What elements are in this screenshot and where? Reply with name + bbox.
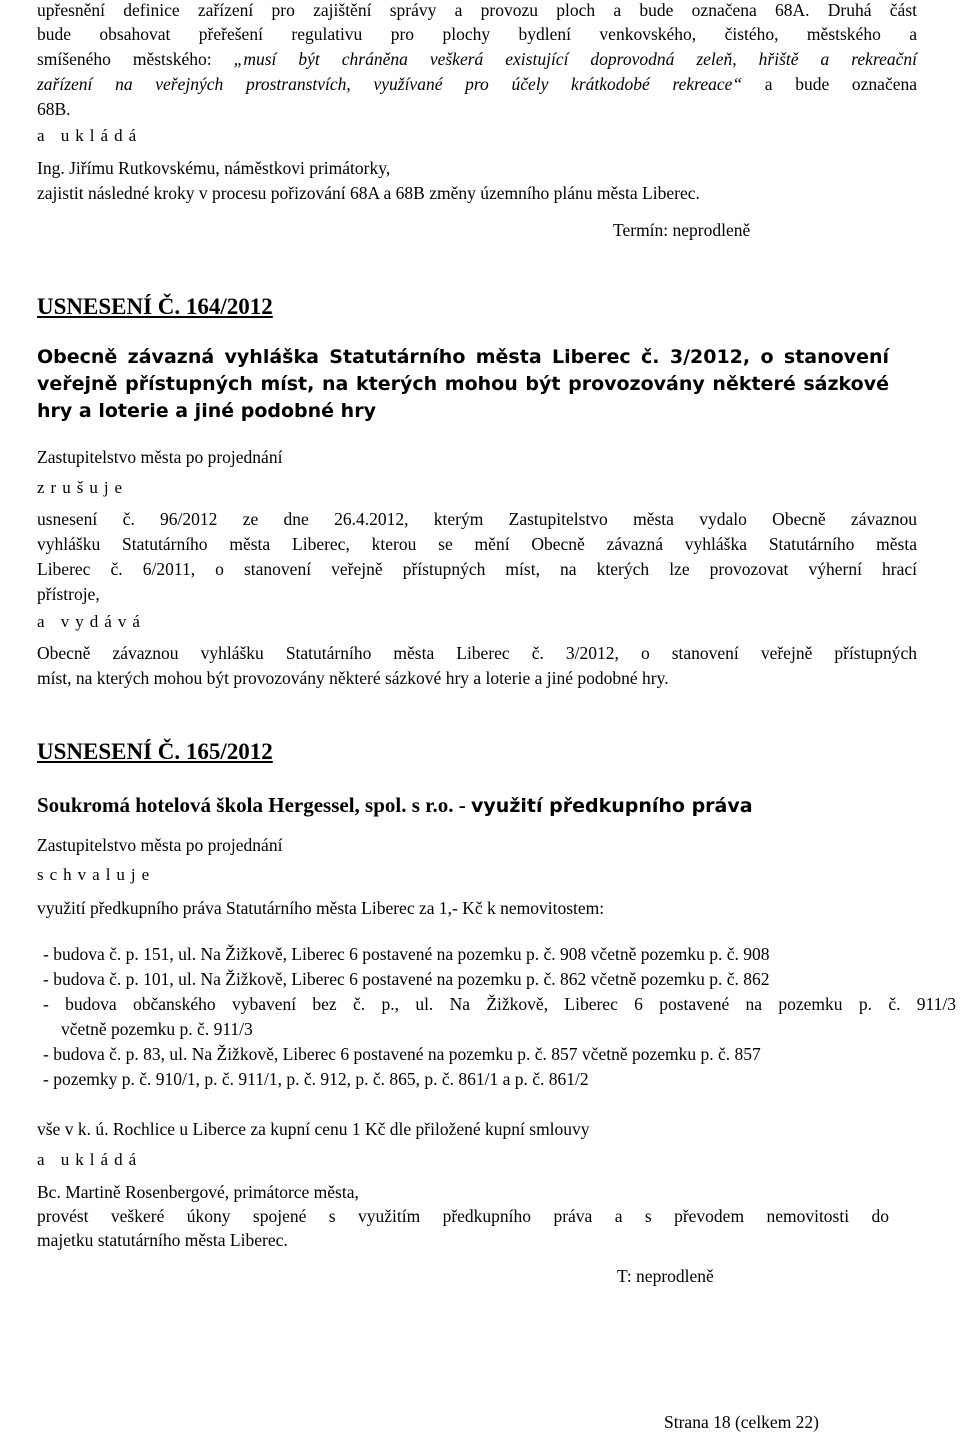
task-text: provést veškeré úkony spojené s využitím předkupního práva a s převodem nemovitosti do [37,1206,889,1226]
paragraph-line: Obecně závaznou vyhlášku Statutárního města Liberec č. 3/2012, o stanovení veřejně přístupných [37,643,917,663]
paragraph-line: míst, na kterých mohou být provozovány některé sázkové hry a loterie a jiné podobné hry. [37,668,669,688]
responsible-person: Ing. Jiřímu Rutkovskému, náměstkovi primátorky, [37,158,391,178]
title-line: Obecně závazná vyhláška Statutárního města Liberec č. 3/2012, o stanovení [37,346,889,368]
resolution-title [37,344,889,425]
title-serif-part: Soukromá hotelová škola Hergessel, spol. s r.o. - [37,793,472,817]
intro-text: Zastupitelstvo města po projednání [37,447,283,467]
paragraph-line: využití předkupního práva Statutárního města Liberec za 1,- Kč k nemovitostem: [37,898,605,918]
resolution-verb: a vydává [37,612,146,631]
task-text: majetku statutárního města Liberec. [37,1230,288,1250]
paragraph-line: upřesnění definice zařízení pro zajištění správy a provozu ploch a bude označena 68A. Druhá část [37,0,917,20]
paragraph-text: a bude označena [742,74,918,94]
paragraph-line: usnesení č. 96/2012 ze dne 26.4.2012, kterým Zastupitelstvo města vydalo Obecně závaznou [37,509,917,529]
quoted-text: „musí být chráněna veškerá existující doprovodná zeleň, hřiště a rekreační [233,49,917,69]
resolution-heading: USNESENÍ Č. 164/2012 [37,294,273,319]
resolution-verb: a ukládá [37,126,143,145]
responsible-person: Bc. Martině Rosenbergové, primátorce města, [37,1182,359,1202]
resolution-heading: USNESENÍ Č. 165/2012 [37,739,273,764]
paragraph-line: Liberec č. 6/2011, o stanovení veřejně přístupných míst, na kterých lze provozovat výherní hrací [37,559,917,579]
list-item-continuation: včetně pozemku p. č. 911/3 [61,1019,253,1039]
task-text: zajistit následné kroky v procesu pořizování 68A a 68B změny územního plánu města Liberec. [37,183,700,203]
resolution-verb: a ukládá [37,1150,143,1169]
resolution-verb: schvaluje [37,865,156,884]
paragraph-line: přístroje, [37,584,100,604]
resolution-title [37,791,753,820]
page-number: Strana 18 (celkem 22) [664,1412,820,1432]
paragraph-text: smíšeného městského: [37,49,234,69]
list-item: - budova č. p. 83, ul. Na Žižkově, Liberec 6 postavené na pozemku p. č. 857 včetně pozemku p. č. 857 [43,1044,761,1064]
list-item: - budova č. p. 101, ul. Na Žižkově, Liberec 6 postavené na pozemku p. č. 862 včetně pozemku p. č. 862 [43,969,770,989]
list-item: - budova č. p. 151, ul. Na Žižkově, Liberec 6 postavené na pozemku p. č. 908 včetně pozemku p. č. 908 [43,944,770,964]
resolution-verb: zrušuje [37,478,129,497]
list-item: - budova občanského vybavení bez č. p., ul. Na Žižkově, Liberec 6 postavené na pozemku p. č. 911/3 [43,994,956,1014]
paragraph-line [37,72,917,96]
paragraph-line: bude obsahovat přeřešení regulativu pro plochy bydlení venkovského, čistého, městského a [37,24,917,44]
quoted-text: zařízení na veřejných prostranstvích, využívané pro účely krátkodobé rekreace“ [37,74,743,94]
title-line: veřejně přístupných míst, na kterých mohou být provozovány některé sázkové [37,373,889,395]
intro-text: Zastupitelstvo města po projednání [37,835,283,855]
paragraph-line: 68B. [37,99,71,119]
list-item: - pozemky p. č. 910/1, p. č. 911/1, p. č. 912, p. č. 865, p. č. 861/1 a p. č. 861/2 [43,1069,589,1089]
paragraph-line [37,47,917,71]
paragraph-line: vyhlášku Statutárního města Liberec, kterou se mění Obecně závazná vyhláška Statutárního města [37,534,917,554]
title-sans-part: využití předkupního práva [471,795,753,817]
summary-text: vše v k. ú. Rochlice u Liberce za kupní cenu 1 Kč dle přiložené kupní smlouvy [37,1119,590,1139]
deadline: Termín: neprodleně [613,220,751,240]
title-line: hry a loterie a jiné podobné hry [37,400,376,422]
deadline: T: neprodleně [617,1266,714,1286]
